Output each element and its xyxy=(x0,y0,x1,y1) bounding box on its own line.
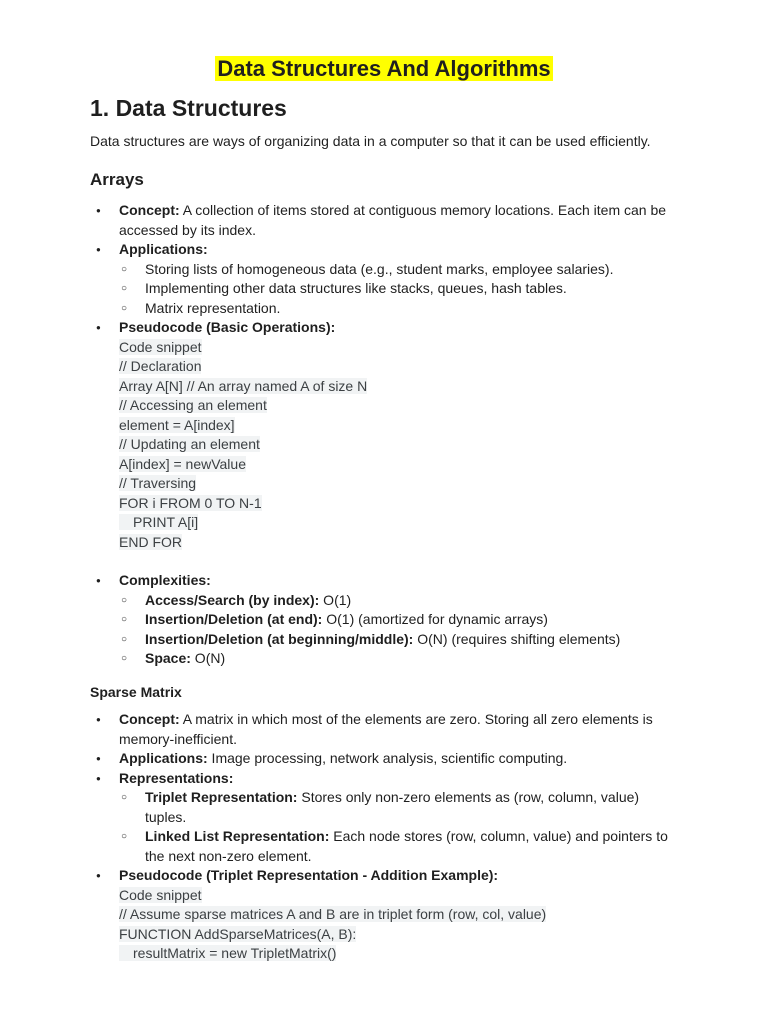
document-title-text: Data Structures And Algorithms xyxy=(217,56,551,81)
code-line: Code snippet xyxy=(119,886,202,903)
code-line: Code snippet xyxy=(119,338,202,355)
arrays-list xyxy=(90,201,678,669)
list-item-applications xyxy=(90,749,678,769)
code-line: END FOR xyxy=(119,533,182,550)
applications-sublist xyxy=(119,260,678,319)
sublist-item xyxy=(119,649,678,669)
sparse-list xyxy=(90,710,678,964)
complexity-label: Insertion/Deletion (at end): xyxy=(145,611,323,627)
pseudocode-label: Pseudocode (Basic Operations): xyxy=(119,319,336,335)
code-line: // Updating an element xyxy=(119,436,260,452)
list-item-pseudocode xyxy=(90,318,678,571)
code-line: Array A[N] // An array named A of size N xyxy=(119,377,368,394)
complexity-label: Space: xyxy=(145,650,191,666)
code-line: PRINT A[i] xyxy=(119,514,198,530)
complexity-value: O(N) xyxy=(190,650,226,666)
code-block xyxy=(119,338,678,553)
list-item-pseudocode xyxy=(90,866,678,964)
complexity-value: O(1) xyxy=(319,591,352,608)
code-line: // Accessing an element xyxy=(119,397,267,413)
sublist-item xyxy=(119,827,678,866)
complexities-label: Complexities: xyxy=(119,572,211,588)
intro-paragraph: Data structures are ways of organizing data in a computer so that it can be used efficiently. xyxy=(90,133,651,149)
sublist-item xyxy=(119,630,678,650)
code-line: // Traversing xyxy=(119,475,197,491)
list-item-concept xyxy=(90,710,678,749)
complexity-label: Insertion/Deletion (at beginning/middle): xyxy=(145,630,414,647)
complexities-sublist xyxy=(119,591,678,669)
representation-value: Stores only non-zero elements as (row, column, value) tuples. xyxy=(145,789,640,825)
complexity-value: O(1) (amortized for dynamic arrays) xyxy=(322,611,548,627)
representations-label: Representations: xyxy=(119,769,234,786)
representation-value: Each node stores (row, column, value) and pointers to the next non-zero element. xyxy=(145,828,668,864)
code-line: element = A[index] xyxy=(119,416,235,433)
list-item-concept xyxy=(90,201,678,240)
concept-text: A collection of items stored at contiguous memory locations. Each item can be accessed by its index. xyxy=(119,202,667,238)
subheading-arrays: Arrays xyxy=(90,170,144,189)
sublist-item: ○ Implementing other data structures like stacks, queues, hash tables. xyxy=(119,279,678,299)
sublist-item: ○ Storing lists of homogeneous data (e.g., student marks, employee salaries). xyxy=(119,260,678,280)
sublist-item xyxy=(119,591,678,611)
sublist-item xyxy=(119,788,678,827)
concept-label: Concept: xyxy=(119,711,180,727)
code-line: // Assume sparse matrices A and B are in triplet form (row, col, value) xyxy=(119,906,547,922)
complexity-label: Access/Search (by index): xyxy=(145,591,320,608)
document-title xyxy=(0,55,768,83)
list-item-representations xyxy=(90,769,678,867)
code-line: resultMatrix = new TripletMatrix() xyxy=(119,945,336,961)
sublist-item xyxy=(119,610,678,630)
applications-label: Applications: xyxy=(119,241,208,257)
code-line: FUNCTION AddSparseMatrices(A, B): xyxy=(119,925,357,942)
representations-sublist xyxy=(119,788,678,866)
complexity-value: O(N) (requires shifting elements) xyxy=(413,630,621,647)
code-line: // Declaration xyxy=(119,358,202,374)
list-item-complexities xyxy=(90,571,678,669)
applications-label: Applications: xyxy=(119,750,208,766)
section-heading-data-structures: 1. Data Structures xyxy=(90,95,287,121)
code-block xyxy=(119,886,678,964)
pseudocode-label: Pseudocode (Triplet Representation - Addition Example): xyxy=(119,867,499,883)
representation-label: Linked List Representation: xyxy=(145,828,330,844)
code-line: A[index] = newValue xyxy=(119,455,246,472)
concept-text: A matrix in which most of the elements are zero. Storing all zero elements is memory-inefficient. xyxy=(119,711,653,747)
sublist-item: ○ Matrix representation. xyxy=(119,299,678,319)
concept-label: Concept: xyxy=(119,202,180,218)
representation-label: Triplet Representation: xyxy=(145,789,298,805)
code-line: FOR i FROM 0 TO N-1 xyxy=(119,494,262,511)
subheading-sparse-matrix: Sparse Matrix xyxy=(90,684,182,700)
list-item-applications xyxy=(90,240,678,318)
applications-text: Image processing, network analysis, scientific computing. xyxy=(207,750,568,766)
